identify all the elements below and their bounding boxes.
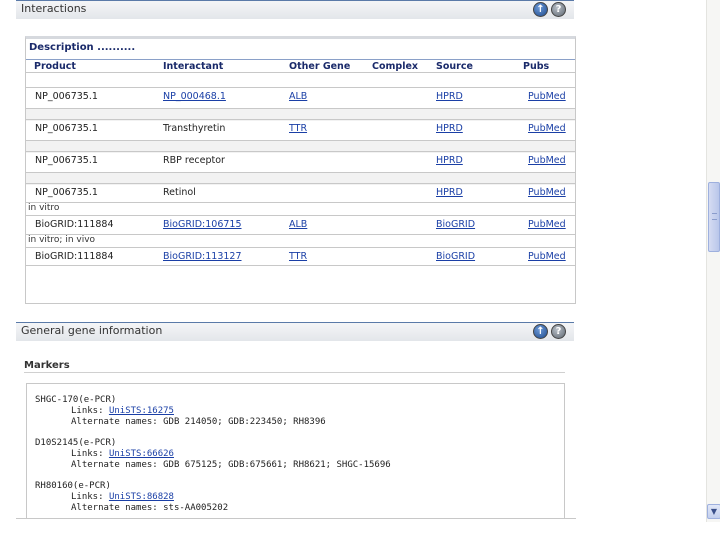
- pubmed-link[interactable]: PubMed: [528, 187, 566, 198]
- source-link[interactable]: HPRD: [436, 91, 463, 102]
- links-label: Links:: [71, 492, 104, 502]
- marker-links: [35, 492, 228, 503]
- vertical-scrollbar[interactable]: [706, 0, 720, 522]
- table-row: [26, 151, 575, 170]
- interactions-title: Interactions: [21, 2, 87, 15]
- links-label: Links:: [71, 449, 104, 459]
- interactions-table: [25, 36, 576, 304]
- source-link[interactable]: HPRD: [436, 187, 463, 198]
- source-link[interactable]: BioGRID: [436, 219, 476, 230]
- col-other-gene[interactable]: Other Gene: [289, 61, 351, 72]
- marker-alt-names: Alternate names: GDB 675125; GDB:675661; RH8621; SHGC-15696: [71, 460, 391, 470]
- table-row: [26, 119, 575, 138]
- product-cell: BioGRID:111884: [35, 219, 114, 230]
- marker-links: [35, 449, 391, 460]
- interactant-cell: Transthyretin: [163, 123, 226, 134]
- experiment-subhead: in vitro; in vivo: [26, 234, 575, 247]
- product-cell: NP_006735.1: [35, 155, 98, 166]
- pubmed-link[interactable]: PubMed: [528, 155, 566, 166]
- col-pubs[interactable]: Pubs: [523, 61, 550, 72]
- interactant-cell: Retinol: [163, 187, 196, 198]
- table-row: [26, 215, 575, 234]
- interactant-link[interactable]: BioGRID:113127: [163, 251, 242, 262]
- page-bottom-rule: [16, 518, 576, 519]
- product-cell: NP_006735.1: [35, 187, 98, 198]
- product-cell: NP_006735.1: [35, 91, 98, 102]
- links-label: Links:: [71, 406, 104, 416]
- experiment-subhead: in vitro: [26, 202, 575, 215]
- markers-heading: Markers: [24, 360, 70, 371]
- description-label: Description ..........: [29, 42, 136, 53]
- col-complex[interactable]: Complex: [372, 61, 419, 72]
- up-arrow-icon[interactable]: ↑: [533, 2, 548, 17]
- interactions-header: [16, 0, 574, 19]
- interactant-link[interactable]: BioGRID:106715: [163, 219, 242, 230]
- marker-alt-names: Alternate names: sts-AA005202: [71, 503, 229, 513]
- marker-entry: [35, 395, 326, 428]
- other-gene-link[interactable]: TTR: [289, 123, 308, 134]
- marker-entry: [35, 438, 391, 471]
- pubmed-link[interactable]: PubMed: [528, 251, 566, 262]
- markers-divider: [24, 372, 565, 373]
- source-link[interactable]: HPRD: [436, 155, 463, 166]
- other-gene-link[interactable]: ALB: [289, 219, 308, 230]
- grip-icon: [712, 213, 717, 220]
- interactant-cell: RBP receptor: [163, 155, 225, 166]
- col-interactant[interactable]: Interactant: [163, 61, 224, 72]
- help-icon[interactable]: ?: [551, 2, 566, 17]
- general-info-header: [16, 322, 574, 341]
- source-link[interactable]: BioGRID: [436, 251, 476, 262]
- marker-name: SHGC-170(e-PCR): [35, 395, 117, 405]
- product-cell: BioGRID:111884: [35, 251, 114, 262]
- marker-entry: [35, 481, 228, 514]
- unists-link[interactable]: UniSTS:86828: [108, 492, 174, 502]
- col-product[interactable]: Product: [34, 61, 76, 72]
- other-gene-link[interactable]: ALB: [289, 91, 308, 102]
- table-row: [26, 87, 575, 106]
- col-source[interactable]: Source: [436, 61, 473, 72]
- help-icon[interactable]: ?: [551, 324, 566, 339]
- product-cell: NP_006735.1: [35, 123, 98, 134]
- table-header: [26, 59, 575, 73]
- markers-box: [26, 383, 565, 519]
- pubmed-link[interactable]: PubMed: [528, 219, 566, 230]
- marker-name: RH80160(e-PCR): [35, 481, 111, 491]
- pubmed-link[interactable]: PubMed: [528, 123, 566, 134]
- unists-link[interactable]: UniSTS:66626: [108, 449, 174, 459]
- table-row: [26, 183, 575, 202]
- table-row: [26, 247, 575, 266]
- up-arrow-icon[interactable]: ↑: [533, 324, 548, 339]
- pubmed-link[interactable]: PubMed: [528, 91, 566, 102]
- source-link[interactable]: HPRD: [436, 123, 463, 134]
- marker-name: D10S2145(e-PCR): [35, 438, 117, 448]
- scrollbar-thumb[interactable]: [708, 182, 720, 252]
- general-info-title: General gene information: [21, 324, 163, 337]
- interactant-link[interactable]: NP_000468.1: [163, 91, 226, 102]
- unists-link[interactable]: UniSTS:16275: [108, 406, 174, 416]
- marker-links: [35, 406, 326, 417]
- other-gene-link[interactable]: TTR: [289, 251, 308, 262]
- scroll-down-icon[interactable]: ▼: [707, 504, 720, 519]
- marker-alt-names: Alternate names: GDB 214050; GDB:223450; RH8396: [71, 417, 326, 427]
